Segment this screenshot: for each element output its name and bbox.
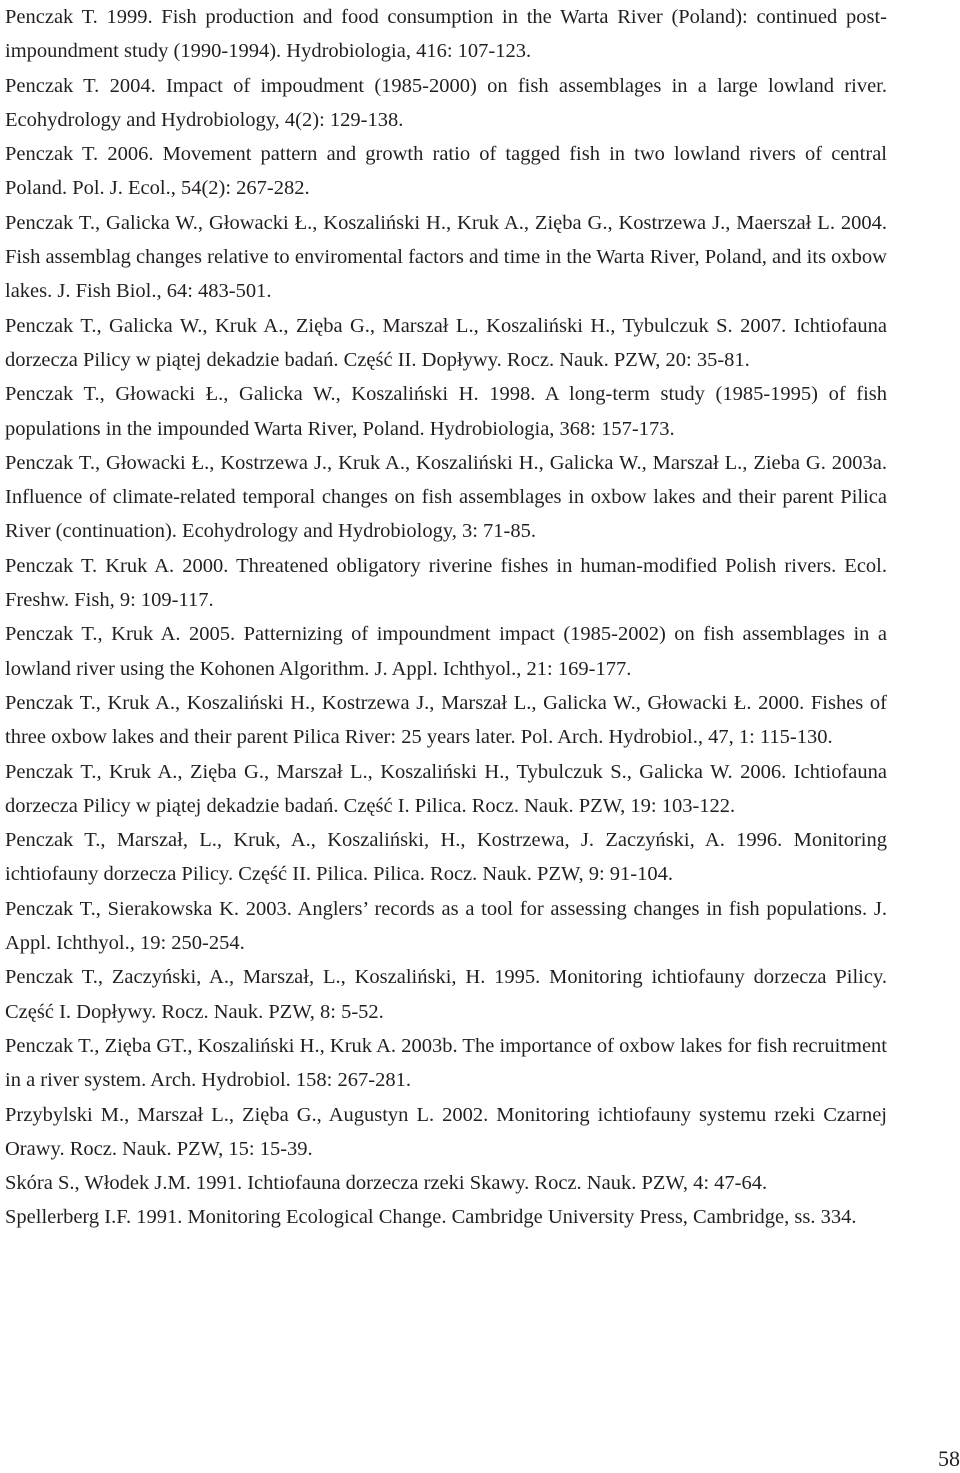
- reference-list: [5, 0, 887, 1235]
- reference-item: Penczak T., Głowacki Ł., Galicka W., Koszaliński H. 1998. A long-term study (1985-1995) of fish populations in the impounded Warta River, Poland. Hydrobiologia, 368: 157-173.: [5, 383, 887, 440]
- reference-item: Penczak T. 1999. Fish production and food consumption in the Warta River (Poland): continued post-impoundment study (1990-1994). Hydrobiologia, 416: 107-123.: [5, 6, 887, 63]
- reference-item: Penczak T., Galicka W., Głowacki Ł., Koszaliński H., Kruk A., Zięba G., Kostrzewa J., Maerszał L. 2004. Fish assemblag changes relative to enviromental factors and time in the Warta River, Poland, and its oxbow lakes. J. Fish Biol., 64: 483-501.: [5, 211, 887, 303]
- reference-item: Penczak T., Kruk A. 2005. Patternizing of impoundment impact (1985-2002) on fish assemblages in a lowland river using the Kohonen Algorithm. J. Appl. Ichthyol., 21: 169-177.: [5, 623, 887, 680]
- reference-item: Skóra S., Włodek J.M. 1991. Ichtiofauna dorzecza rzeki Skawy. Rocz. Nauk. PZW, 4: 47-64.: [5, 1172, 768, 1195]
- reference-item: Penczak T., Galicka W., Kruk A., Zięba G., Marszał L., Koszaliński H., Tybulczuk S. 2007. Ichtiofauna dorzecza Pilicy w piątej dekadzie badań. Część II. Dopływy. Rocz. Nauk. PZW, 20: 35-81.: [5, 314, 887, 371]
- reference-item: Penczak T., Marszał, L., Kruk, A., Koszaliński, H., Kostrzewa, J. Zaczyński, A. 1996. Monitoring ichtiofauny dorzecza Pilicy. Część II. Pilica. Pilica. Rocz. Nauk. PZW, 9: 91-104.: [5, 829, 887, 886]
- reference-item: Przybylski M., Marszał L., Zięba G., Augustyn L. 2002. Monitoring ichtiofauny systemu rzeki Czarnej Orawy. Rocz. Nauk. PZW, 15: 15-39.: [5, 1103, 887, 1160]
- reference-item: Penczak T., Sierakowska K. 2003. Anglers’ records as a tool for assessing changes in fish populations. J. Appl. Ichthyol., 19: 250-254.: [5, 897, 887, 955]
- reference-item: Penczak T., Kruk A., Zięba G., Marszał L., Koszaliński H., Tybulczuk S., Galicka W. 2006. Ichtiofauna dorzecza Pilicy w piątej dekadzie badań. Część I. Pilica. Rocz. Nauk. PZW, 19: 103-122.: [5, 760, 887, 817]
- reference-item: Penczak T. Kruk A. 2000. Threatened obligatory riverine fishes in human-modified Polish rivers. Ecol. Freshw. Fish, 9: 109-117.: [5, 554, 887, 612]
- page-number: 58: [938, 1446, 960, 1471]
- reference-item: Spellerberg I.F. 1991. Monitoring Ecological Change. Cambridge University Press, Cambridge, ss. 334.: [5, 1206, 857, 1229]
- reference-item: Penczak T., Głowacki Ł., Kostrzewa J., Kruk A., Koszaliński H., Galicka W., Marszał L., Zieba G. 2003a. Influence of climate-related temporal changes on fish assemblages in oxbow lakes and their parent Pilica River (continuation). Ecohydrology and Hydrobiology, 3: 71-85.: [5, 451, 887, 543]
- reference-item: Penczak T., Kruk A., Koszaliński H., Kostrzewa J., Marszał L., Galicka W., Głowacki Ł. 2000. Fishes of three oxbow lakes and their parent Pilica River: 25 years later. Pol. Arch. Hydrobiol., 47, 1: 115-130.: [5, 691, 887, 749]
- reference-item: Penczak T. 2006. Movement pattern and growth ratio of tagged fish in two lowland rivers of central Poland. Pol. J. Ecol., 54(2): 267-282.: [5, 143, 887, 200]
- reference-item: Penczak T., Zięba GT., Koszaliński H., Kruk A. 2003b. The importance of oxbow lakes for fish recruitment in a river system. Arch. Hydrobiol. 158: 267-281.: [5, 1034, 887, 1092]
- reference-item: Penczak T., Zaczyński, A., Marszał, L., Koszaliński, H. 1995. Monitoring ichtiofauny dorzecza Pilicy. Część I. Dopływy. Rocz. Nauk. PZW, 8: 5-52.: [5, 966, 887, 1023]
- reference-item: Penczak T. 2004. Impact of impoudment (1985-2000) on fish assemblages in a large lowland river. Ecohydrology and Hydrobiology, 4(2): 129-138.: [5, 74, 887, 131]
